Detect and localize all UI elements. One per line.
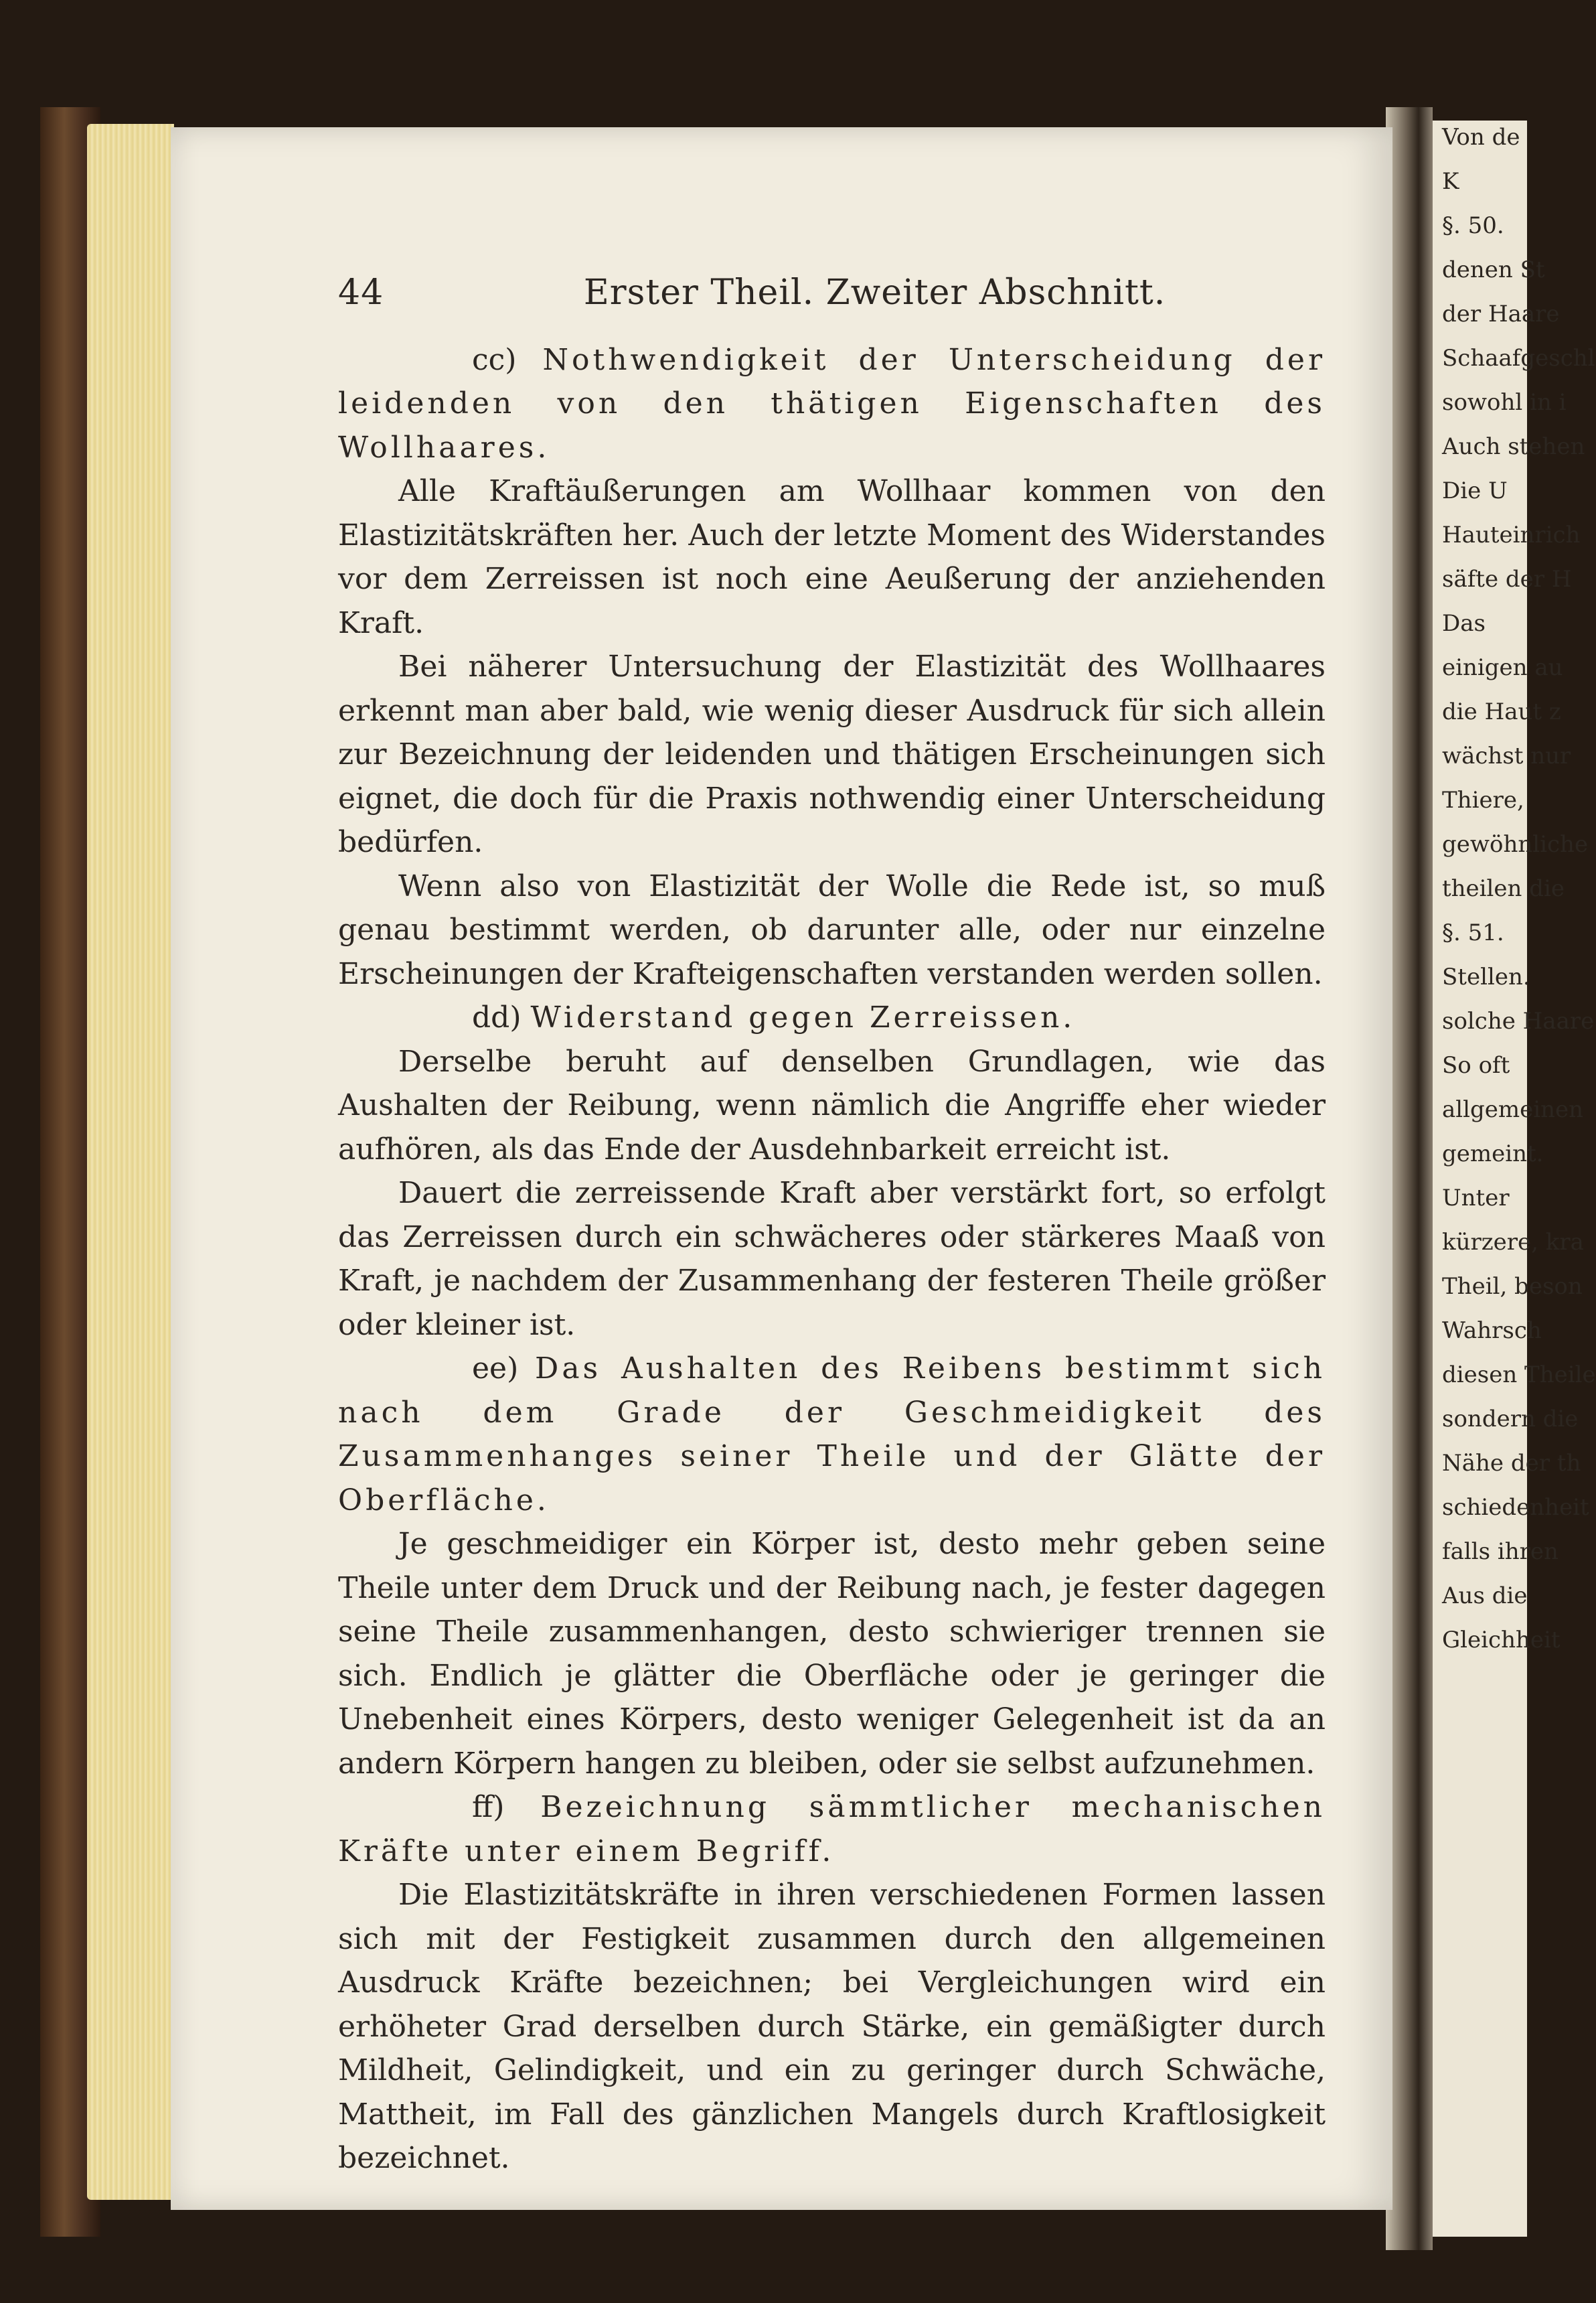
facing-page-fragment: sondern die bbox=[1442, 1406, 1579, 1432]
facing-page-fragment: Stellen. bbox=[1442, 964, 1530, 990]
page-edges bbox=[87, 124, 174, 2200]
subsection-heading bbox=[338, 1785, 1326, 1873]
paragraph: Alle Kraftäußerungen am Wollhaar kommen von den Elastizitätskräften her. Auch der letzte Moment des Widerstandes vor dem Zerreissen ist noch eine Aeußerung der anziehenden Kraft. bbox=[338, 474, 1326, 640]
facing-page-fragment: die Haut z bbox=[1442, 698, 1561, 725]
facing-page bbox=[1433, 121, 1596, 2237]
facing-page-fragment: diesen Theile bbox=[1442, 1361, 1596, 1388]
subsection-marker: cc) bbox=[472, 342, 543, 377]
paragraph: Die Elastizitätskräfte in ihren verschiedenen Formen lassen sich mit der Festigkeit zusammen durch den allgemeinen Ausdruck Kräfte bezeichnen; bei Vergleichungen wird ein erhöheter Grad derselben durch Stärke, ein gemäßigter durch Mildheit, Gelindigkeit, und ein zu geringer durch Schwäche, Mattheit, im Fall des gänzlichen Mangels durch Kraftlosigkeit bezeichnet. bbox=[338, 1878, 1326, 2175]
subsection-marker: dd) bbox=[472, 1000, 531, 1035]
page-number: 44 bbox=[338, 273, 384, 313]
facing-page-fragment: einigen au bbox=[1442, 654, 1563, 681]
body-text bbox=[338, 338, 1326, 2180]
facing-page-fragment: Das bbox=[1442, 610, 1486, 637]
paragraph: Derselbe beruht auf denselben Grundlagen, wie das Aushalten der Reibung, wenn nämlich die Angriffe eher wieder aufhören, als das Ende der Ausdehnbarkeit erreicht ist. bbox=[338, 1044, 1326, 1167]
book-gutter bbox=[1386, 107, 1433, 2250]
subsection-title: Das Aushalten des Reibens bestimmt sich nach dem Grade der Geschmeidigkeit des Zusammenhanges seiner Theile und der Glätte der Oberfläche. bbox=[338, 1351, 1326, 1517]
facing-page-fragment: Hauteinrich bbox=[1442, 522, 1581, 548]
facing-page-fragment: §. 50. bbox=[1442, 212, 1504, 239]
running-head bbox=[338, 271, 1326, 315]
facing-page-fragment: §. 51. bbox=[1442, 919, 1504, 946]
facing-page-fragment: falls ihren bbox=[1442, 1538, 1559, 1565]
facing-page-fragment: Thiere, bbox=[1442, 787, 1524, 814]
paragraph: Dauert die zerreissende Kraft aber verstärkt fort, so erfolgt das Zerreissen durch ein schwächeres oder stärkeres Maaß von Kraft, je nachdem der Zusammenhang der festeren Theile größer oder kleiner ist. bbox=[338, 1176, 1326, 1342]
facing-page-fragment: sowohl in i bbox=[1442, 389, 1567, 416]
facing-page-fragment: Auch stehen bbox=[1442, 433, 1585, 460]
facing-page-fragment: allgemeinen bbox=[1442, 1096, 1584, 1123]
paragraph: Bei näherer Untersuchung der Elastizität des Wollhaares erkennt man aber bald, wie wenig dieser Ausdruck für sich allein zur Bezeichnung der leidenden und thätigen Erscheinungen sich eignet, die doch für die Praxis nothwendig einer Unterscheidung bedürfen. bbox=[338, 650, 1326, 859]
subsection-title: Nothwendigkeit der Unterscheidung der leidenden von den thätigen Eigenschaften des Wollhaares. bbox=[338, 342, 1326, 465]
facing-page-fragment: Aus die bbox=[1442, 1582, 1528, 1609]
subsection-heading bbox=[338, 338, 1326, 470]
subsection-title: Widerstand gegen Zerreissen. bbox=[530, 1000, 1076, 1035]
facing-page-fragment: denen St bbox=[1442, 256, 1545, 283]
facing-page-fragment: Unter bbox=[1442, 1185, 1510, 1211]
subsection-marker: ee) bbox=[472, 1351, 536, 1386]
facing-page-fragment: K bbox=[1442, 168, 1459, 195]
facing-page-fragment: der Haare bbox=[1442, 301, 1560, 327]
subsection-heading bbox=[338, 1347, 1326, 1522]
running-title: Erster Theil. Zweiter Abschnitt. bbox=[583, 273, 1166, 313]
facing-page-fragment: solche Haare bbox=[1442, 1008, 1595, 1035]
paragraph: Wenn also von Elastizität der Wolle die Rede ist, so muß genau bestimmt werden, ob darunter alle, oder nur einzelne Erscheinungen der Krafteigenschaften verstanden werden sollen. bbox=[338, 869, 1326, 991]
facing-page-fragment: Gleichheit bbox=[1442, 1627, 1561, 1653]
facing-page-fragment: Nähe der th bbox=[1442, 1450, 1581, 1477]
subsection-heading bbox=[338, 996, 1326, 1040]
facing-page-fragment: säfte der H bbox=[1442, 566, 1572, 593]
facing-page-fragment: theilen die bbox=[1442, 875, 1565, 902]
facing-page-fragment: Die U bbox=[1442, 477, 1508, 504]
facing-page-fragment: schiedenheit bbox=[1442, 1494, 1589, 1521]
facing-page-fragment: gewöhnliche bbox=[1442, 831, 1589, 858]
facing-page-fragment: Theil, beson bbox=[1442, 1273, 1583, 1300]
facing-page-fragment: gemeint. bbox=[1442, 1140, 1544, 1167]
facing-page-fragment: kürzere, kra bbox=[1442, 1229, 1584, 1256]
facing-page-fragment: So oft bbox=[1442, 1052, 1510, 1079]
subsection-marker: ff) bbox=[472, 1790, 541, 1824]
subsection-title: Bezeichnung sämmtlicher mechanischen Kräfte unter einem Begriff. bbox=[338, 1790, 1326, 1868]
facing-page-fragment: Schaafgeschl bbox=[1442, 345, 1595, 372]
page-content bbox=[338, 271, 1326, 2180]
facing-page-fragment: Wahrsch bbox=[1442, 1317, 1542, 1344]
facing-page-fragment: Von de bbox=[1442, 124, 1520, 151]
paragraph: Je geschmeidiger ein Körper ist, desto mehr geben seine Theile unter dem Druck und der Reibung nach, je fester dagegen seine Theile zusammenhangen, desto schwieriger trennen sie sich. Endlich je glätter die Oberfläche oder je geringer die Unebenheit eines Körpers, desto weniger Gelegenheit ist da an andern Körpern hangen zu bleiben, oder sie selbst aufzunehmen. bbox=[338, 1527, 1326, 1781]
facing-page-fragment: wächst nur bbox=[1442, 743, 1571, 769]
